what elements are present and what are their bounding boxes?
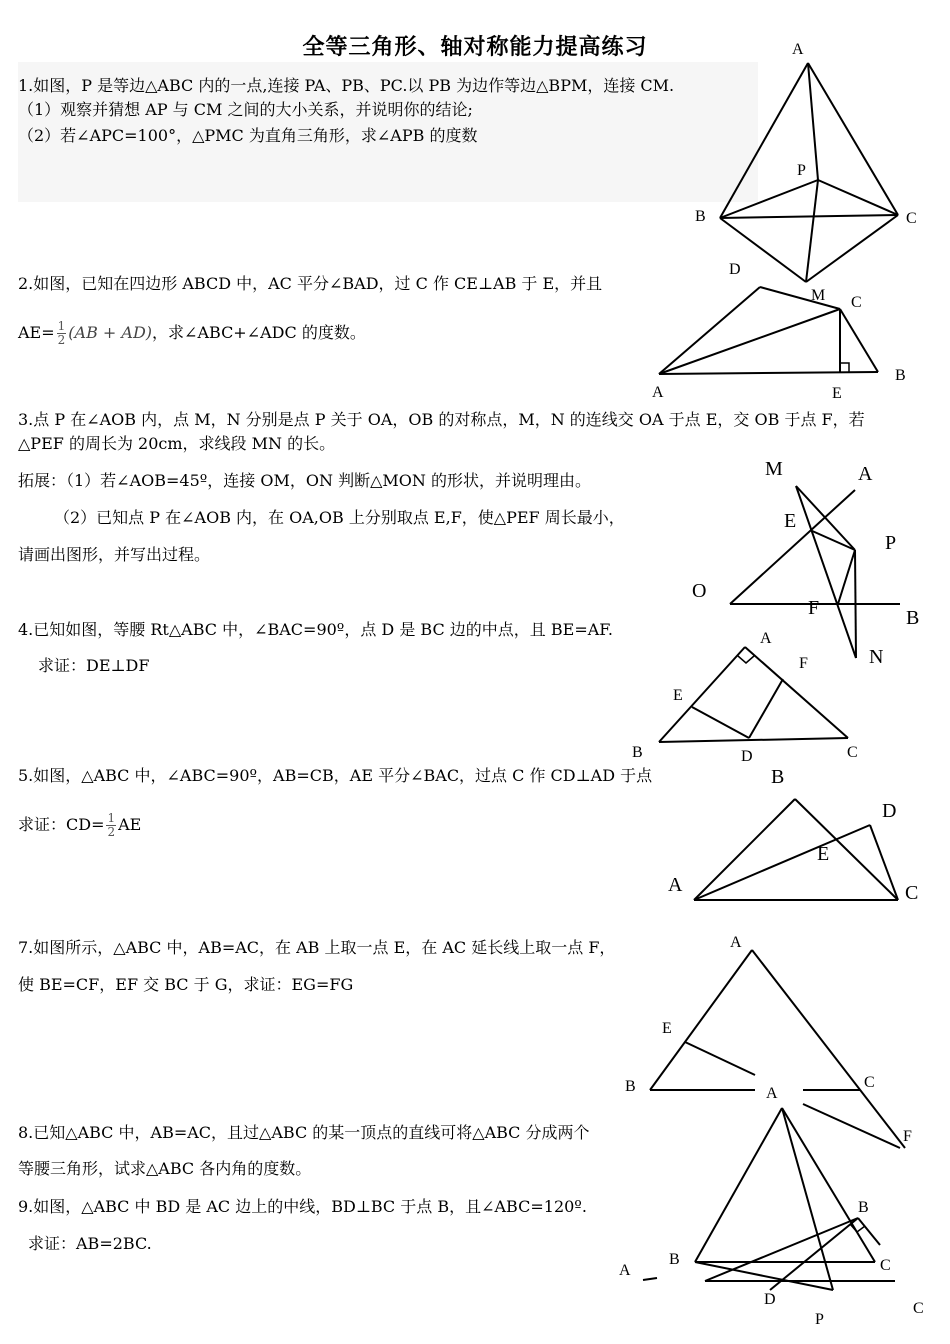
q2-fraction-denominator: 2 bbox=[57, 333, 66, 347]
fig4-label-b: B bbox=[632, 744, 643, 761]
fig8-label-a: A bbox=[766, 1085, 778, 1102]
q7-line-1: 7.如图所示，△ABC 中，AB=AC，在 AB 上取一点 E，在 AC 延长线上取一点 F， bbox=[18, 938, 616, 957]
q1-line-3: （2）若∠APC=100°，△PMC 为直角三角形，求∠APB 的度数 bbox=[18, 126, 478, 145]
q8-line-2: 等腰三角形，试求△ABC 各内角的度数。 bbox=[18, 1159, 312, 1178]
fig2-label-a: A bbox=[652, 384, 664, 401]
fig1-label-a: A bbox=[792, 41, 804, 58]
q3-line-1: 3.点 P 在∠AOB 内，点 M，N 分别是点 P 关于 OA，OB 的对称点，M，N 的连线交 OA 于点 E，交 OB 于点 F，若 bbox=[18, 410, 865, 429]
fig3-label-b: B bbox=[906, 607, 920, 629]
fig4-label-d: D bbox=[741, 748, 753, 765]
q5-fraction-denominator: 2 bbox=[107, 825, 116, 839]
fig8-label-b: B bbox=[669, 1251, 680, 1268]
fig8-label-p: P bbox=[815, 1311, 824, 1328]
q1-line-1: 1.如图，P 是等边△ABC 内的一点,连接 PA、PB、PC.以 PB 为边作等边△BPM，连接 CM. bbox=[18, 76, 675, 95]
fig3-label-a: A bbox=[858, 463, 873, 485]
figure-8 bbox=[695, 1108, 875, 1290]
fig4-label-e: E bbox=[673, 687, 683, 704]
fig2-label-b: B bbox=[895, 367, 906, 384]
q5-ae-text: AE bbox=[118, 815, 142, 834]
q8-line-1: 8.已知△ABC 中，AB=AC，且过△ABC 的某一顶点的直线可将△ABC 分成两个 bbox=[18, 1123, 590, 1142]
fig4-label-a: A bbox=[760, 630, 772, 647]
fig7-label-c: C bbox=[864, 1074, 875, 1091]
q5-prove-label: 求证：CD= bbox=[18, 815, 105, 834]
fig1-label-d: D bbox=[729, 261, 741, 278]
figure-1 bbox=[720, 63, 898, 282]
q9-line-1: 9.如图，△ABC 中 BD 是 AC 边上的中线，BD⊥BC 于点 B，且∠ABC=120º. bbox=[18, 1197, 587, 1216]
fig5-label-b: B bbox=[771, 766, 785, 788]
q3-line-4: （2）已知点 P 在∠AOB 内，在 OA,OB 上分别取点 E,F，使△PEF 周长最小， bbox=[54, 508, 625, 527]
q9-line-2: 求证：AB=2BC. bbox=[28, 1234, 152, 1253]
fig9-label-b: B bbox=[858, 1199, 869, 1216]
q7-line-2: 使 BE=CF，EF 交 BC 于 G，求证：EG=FG bbox=[18, 975, 354, 994]
fig3-label-p: P bbox=[885, 532, 897, 554]
fig5-label-d: D bbox=[882, 800, 897, 822]
q3-line-3: 拓展：（1）若∠AOB=45º，连接 OM，ON 判断△MON 的形状，并说明理由。 bbox=[18, 471, 591, 490]
figure-4 bbox=[659, 647, 848, 742]
q2-question-text: ，求∠ABC+∠ADC 的度数。 bbox=[152, 323, 366, 342]
fig1-label-p: P bbox=[797, 162, 806, 179]
figure-7 bbox=[650, 950, 905, 1148]
fig3-label-o: O bbox=[692, 580, 707, 602]
q4-line-1: 4.已知如图，等腰 Rt△ABC 中，∠BAC=90º，点 D 是 BC 边的中点，且 BE=AF. bbox=[18, 620, 613, 639]
figure-5 bbox=[694, 799, 898, 900]
fig9-label-d: D bbox=[764, 1291, 776, 1308]
q1-line-2: （1）观察并猜想 AP 与 CM 之间的大小关系，并说明你的结论; bbox=[18, 100, 473, 119]
figure-2 bbox=[659, 287, 878, 374]
fig8-label-c: C bbox=[880, 1257, 891, 1274]
fig7-label-a: A bbox=[730, 934, 742, 951]
fig3-label-n: N bbox=[869, 646, 884, 668]
fig1-label-c: C bbox=[906, 210, 917, 227]
fig9-label-a: A bbox=[619, 1262, 631, 1279]
fig7-label-b: B bbox=[625, 1078, 636, 1095]
fig5-label-a: A bbox=[668, 874, 683, 896]
q2-line-1: 2.如图，已知在四边形 ABCD 中，AC 平分∠BAD，过 C 作 CE⊥AB 于 E，并且 bbox=[18, 274, 603, 293]
fig2-label-c: C bbox=[851, 294, 862, 311]
fig3-label-m: M bbox=[765, 458, 783, 480]
q2-ae-label: AE= bbox=[18, 323, 55, 342]
q2-fraction-numerator: 1 bbox=[57, 319, 66, 333]
figure-3 bbox=[730, 486, 900, 658]
figure-9 bbox=[643, 1218, 895, 1290]
q3-line-2: △PEF 的周长为 20cm，求线段 MN 的长。 bbox=[18, 434, 336, 453]
q3-line-5: 请画出图形，并写出过程。 bbox=[18, 545, 211, 564]
fig2-label-e: E bbox=[832, 385, 842, 402]
fig4-label-f: F bbox=[799, 655, 808, 672]
fig4-label-c: C bbox=[847, 744, 858, 761]
q5-line-1: 5.如图，△ABC 中，∠ABC=90º，AB=CB，AE 平分∠BAC，过点 C 作 CD⊥AD 于点 bbox=[18, 766, 653, 785]
fig3-label-f: F bbox=[808, 597, 820, 619]
fig5-label-e: E bbox=[817, 843, 830, 865]
fig7-label-f: F bbox=[903, 1128, 912, 1145]
q5-fraction-numerator: 1 bbox=[107, 811, 116, 825]
q2-paren-expression: (AB + AD) bbox=[68, 323, 153, 342]
fig7-label-e: E bbox=[662, 1020, 672, 1037]
q4-line-2: 求证：DE⊥DF bbox=[38, 656, 150, 675]
page-title: 全等三角形、轴对称能力提高练习 bbox=[302, 35, 648, 60]
fig5-label-c: C bbox=[905, 882, 919, 904]
fig1-label-m: M bbox=[811, 287, 826, 304]
fig3-label-e: E bbox=[784, 510, 797, 532]
fig1-label-b: B bbox=[695, 208, 706, 225]
fig9-label-c: C bbox=[913, 1300, 924, 1317]
